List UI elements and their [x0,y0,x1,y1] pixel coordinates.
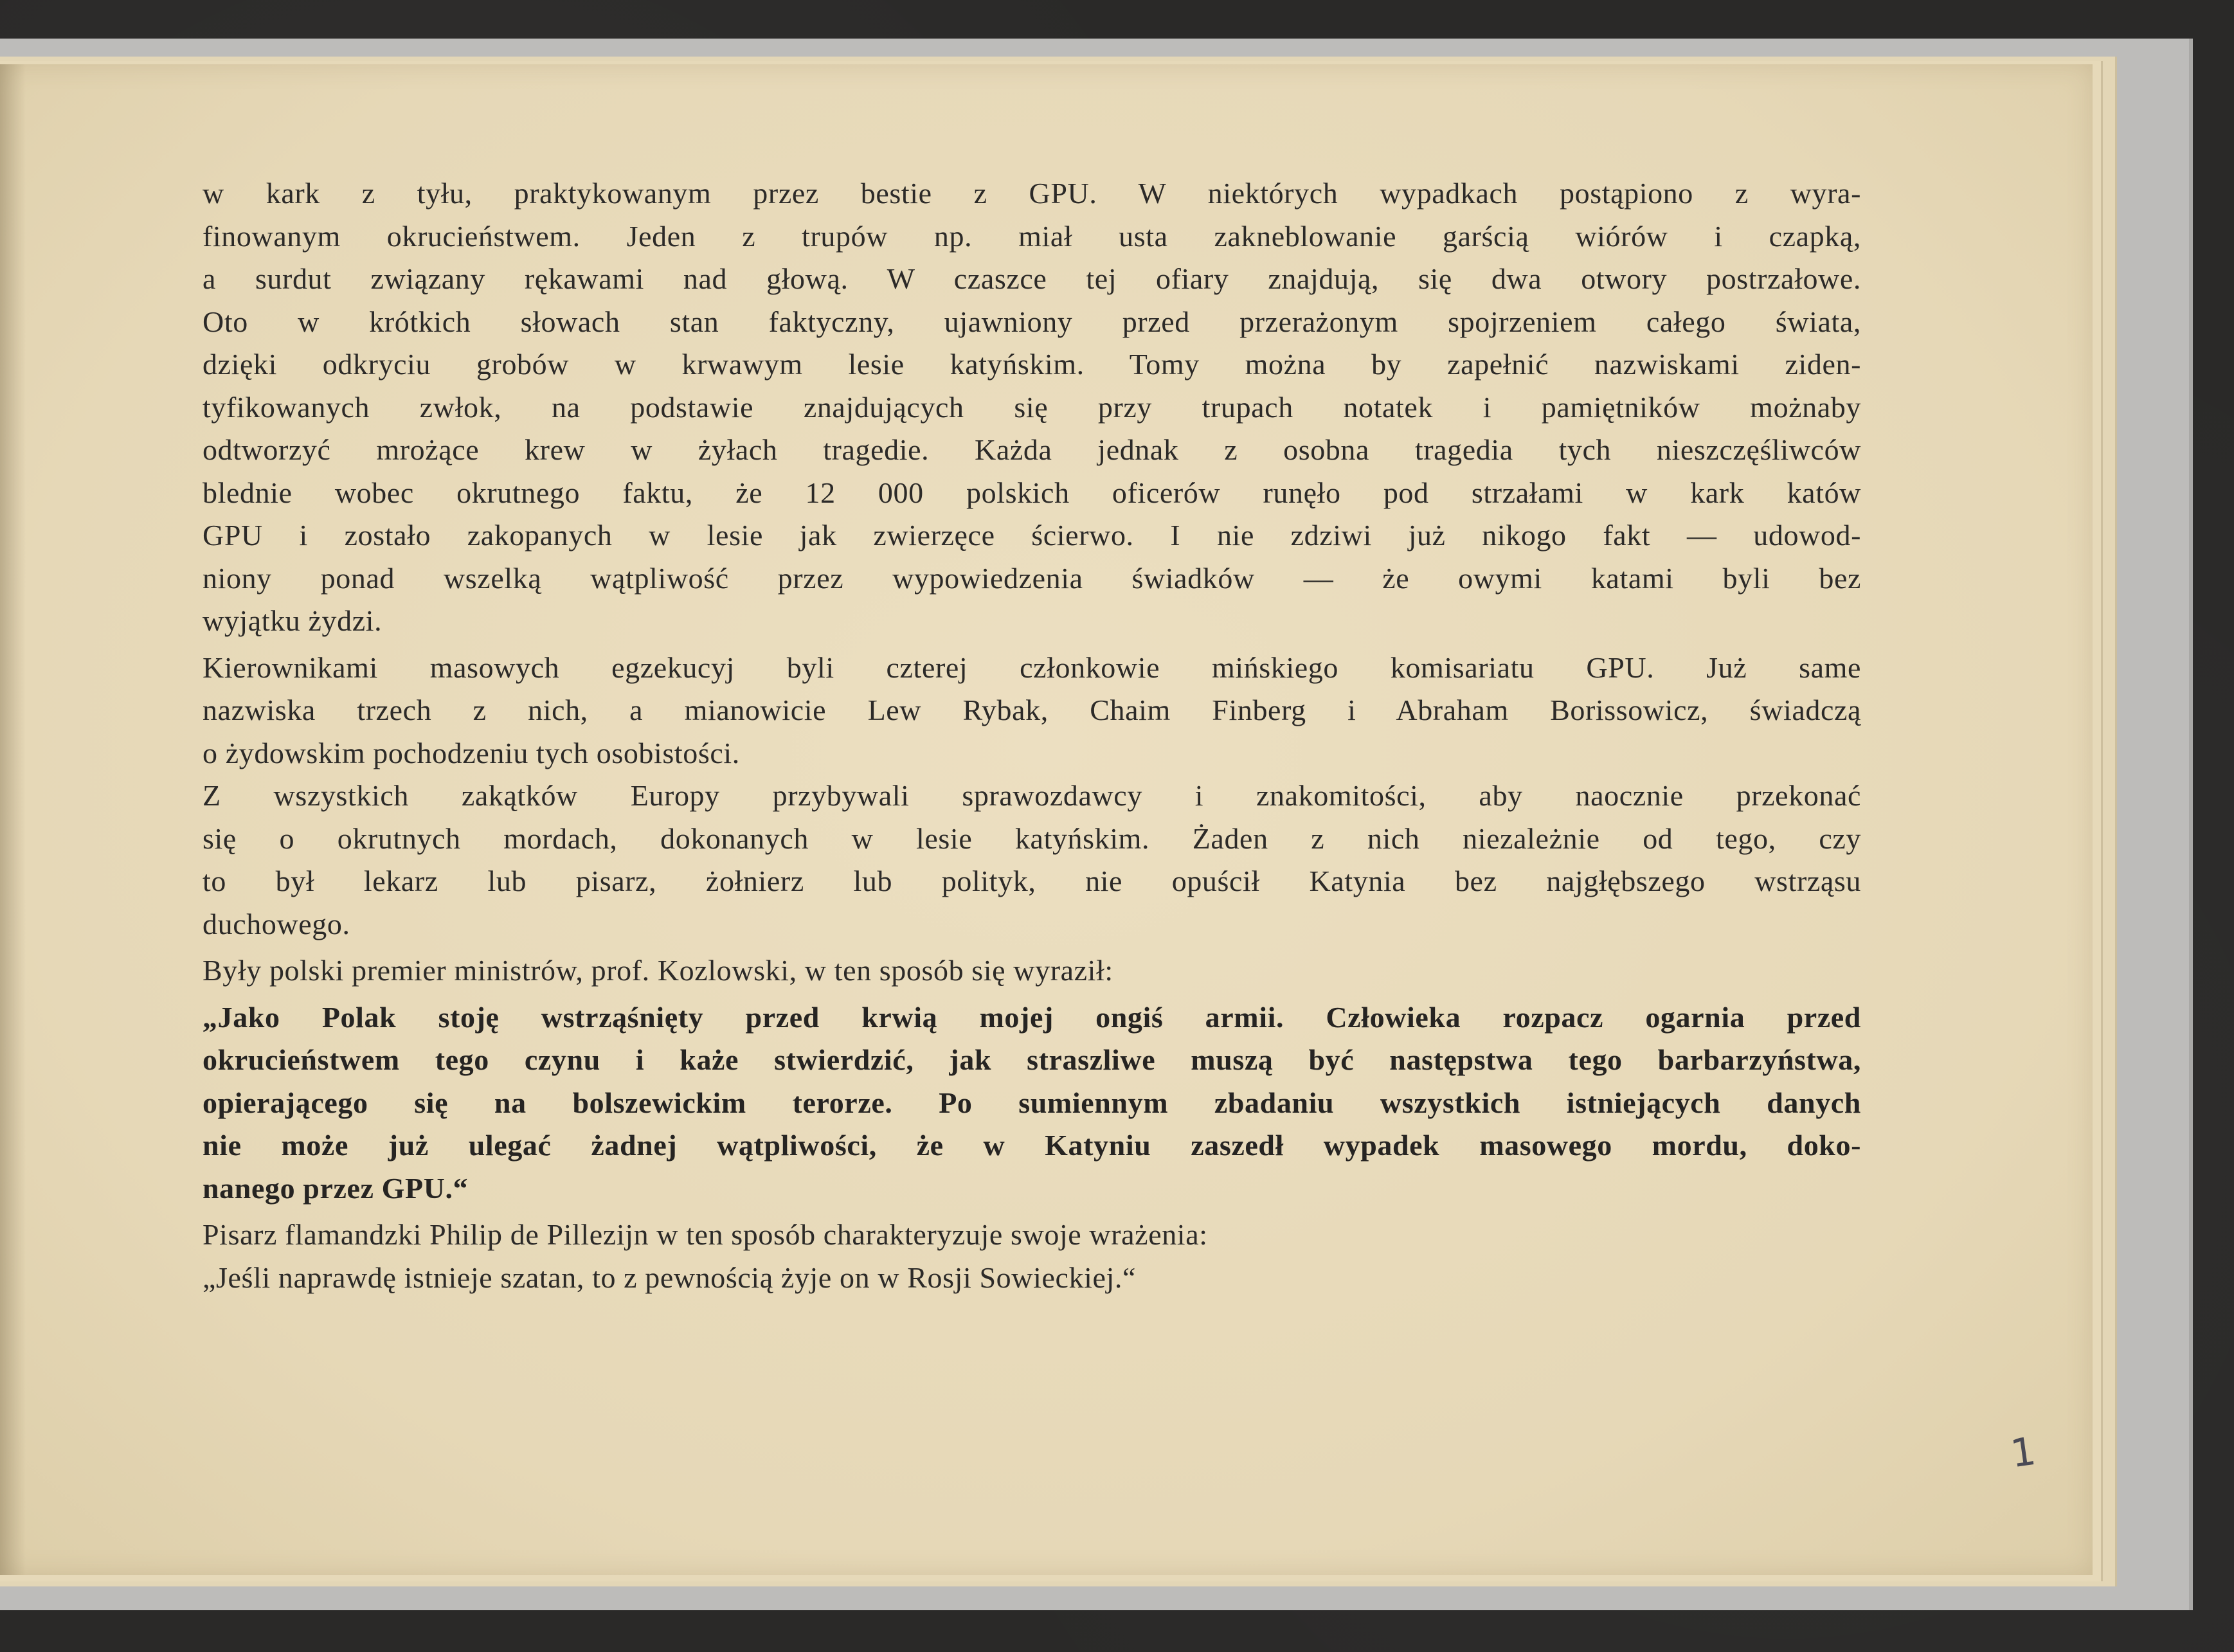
quote-kozlowski [203,996,1861,1210]
document-body [203,172,1861,1299]
paragraph-5 [203,1214,1861,1299]
text-line: Z wszystkich zakątków Europy przybywali sprawozdawcy i znakomitości, aby naocznie przekonać [203,779,1861,812]
text-line: Oto w krótkich słowach stan faktyczny, ujawniony przed przerażonym spojrzeniem całego świata, [203,305,1861,338]
text-line: odtworzyć mrożące krew w żyłach tragedie. Każda jednak z osobna tragedia tych nieszczęśliwców [203,433,1861,466]
text-line: to był lekarz lub pisarz, żołnierz lub polityk, nie opuścił Katynia bez najgłębszego wstrząsu [203,865,1861,897]
text-line: wyjątku żydzi. [203,604,383,637]
text-line: nanego przez GPU.“ [203,1171,469,1205]
text-line: okrucieństwem tego czynu i każe stwierdzić, jak straszliwe muszą być następstwa tego barbarzyństwa, [203,1043,1861,1076]
paragraph-2 [203,647,1861,775]
text-line: „Jako Polak stoję wstrząśnięty przed krwią mojej ongiś armii. Człowieka rozpacz ogarnia przed [203,1000,1861,1034]
text-line: „Jeśli naprawdę istnieje szatan, to z pewnością żyje on w Rosji Sowieckiej.“ [203,1261,1137,1294]
text-line: o żydowskim pochodzeniu tych osobistości. [203,736,740,769]
text-line: dzięki odkryciu grobów w krwawym lesie katyńskim. Tomy można by zapełnić nazwiskami ziden- [203,348,1861,381]
page-number: 1 [2008,1428,2039,1477]
text-line: duchowego. [203,907,350,940]
text-line: blednie wobec okrutnego faktu, że 12 000 polskich oficerów runęło pod strzałami w kark katów [203,476,1861,509]
page-binding-shadow [0,64,26,1575]
text-line: tyfikowanych zwłok, na podstawie znajdujących się przy trupach notatek i pamiętników możnaby [203,390,1861,424]
text-line: Pisarz flamandzki Philip de Pillezijn w ten sposób charakteryzuje swoje wrażenia: [203,1218,1208,1251]
text-line: a surdut związany rękawami nad głową. W czaszce tej ofiary znajdują, się dwa otwory postrzałowe. [203,262,1861,295]
paragraph-3 [203,775,1861,946]
text-line: Kierownikami masowych egzekucyj byli czterej członkowie mińskiego komisariatu GPU. Już same [203,651,1861,684]
text-line: niony ponad wszelką wątpliwość przez wypowiedzenia świadków — że owymi katami byli bez [203,561,1861,595]
text-line: opierającego się na bolszewickim terorze. Po sumiennym zbadaniu wszystkich istniejących danych [203,1086,1861,1119]
text-line: GPU i zostało zakopanych w lesie jak zwierzęce ścierwo. I nie zdziwi już nikogo fakt — udowod- [203,519,1861,552]
text-line: Były polski premier ministrów, prof. Kozlowski, w ten sposób się wyraził: [203,954,1113,987]
text-line: się o okrutnych mordach, dokonanych w lesie katyńskim. Żaden z nich niezależnie od tego, czy [203,822,1861,855]
paragraph-1 [203,172,1861,643]
text-line: nazwiska trzech z nich, a mianowicie Lew Rybak, Chaim Finberg i Abraham Borissowicz, świadczą [203,694,1861,726]
text-line: nie może już ulegać żadnej wątpliwości, że w Katyniu zaszedł wypadek masowego mordu, doko- [203,1129,1861,1162]
text-line: finowanym okrucieństwem. Jeden z trupów np. miał usta zakneblowanie garścią wiórów i czapką, [203,219,1861,253]
text-line: w kark z tyłu, praktykowanym przez bestie z GPU. W niektórych wypadkach postąpiono z wyra- [203,177,1861,210]
paragraph-4 [203,949,1861,992]
